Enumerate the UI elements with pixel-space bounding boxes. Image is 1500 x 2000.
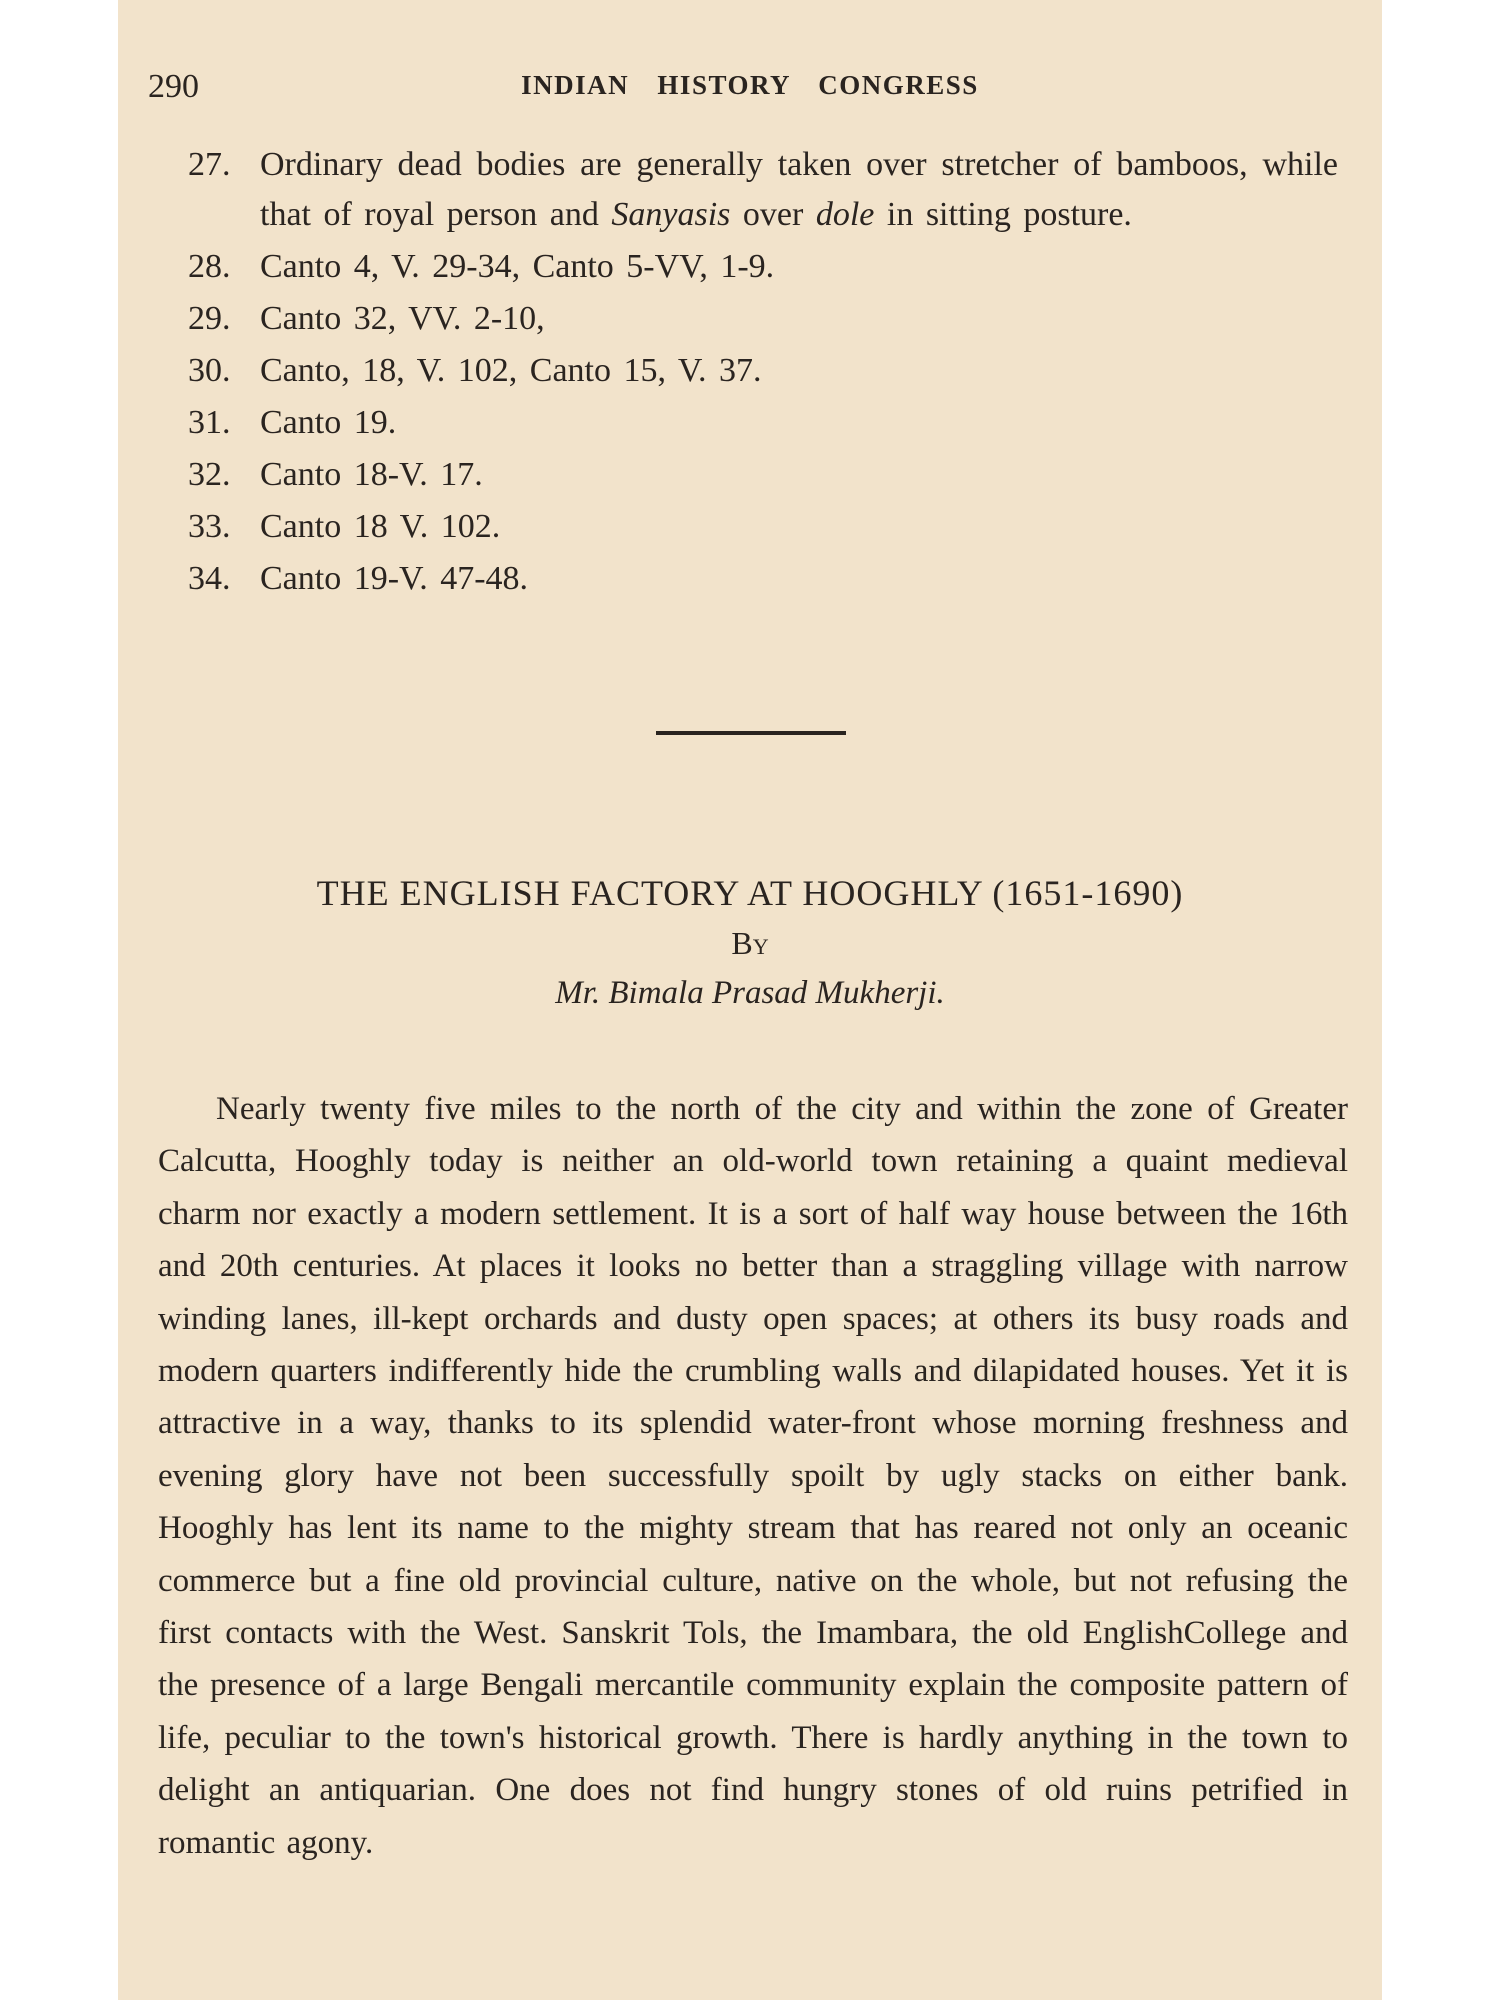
endnote	[188, 450, 1338, 500]
page-number: 290	[148, 68, 199, 105]
endnote-text: Canto, 18, V. 102, Canto 15, V. 37.	[260, 352, 762, 389]
endnote-text: Canto 32, VV. 2-10,	[260, 300, 545, 337]
article-title: THE ENGLISH FACTORY AT HOOGHLY (1651-1690)	[316, 873, 1184, 913]
endnote-text: Canto 4, V. 29-34, Canto 5-VV, 1-9.	[260, 248, 775, 285]
endnote	[188, 398, 1338, 448]
endnotes-list	[188, 140, 1338, 606]
endnote-number: 30.	[188, 352, 231, 389]
author-name: Mr. Bimala Prasad Mukherji.	[555, 975, 945, 1011]
endnote-text: Canto 18 V. 102.	[260, 508, 501, 545]
endnote-number: 27.	[188, 146, 231, 183]
endnote-text: Canto 19.	[260, 404, 397, 441]
running-head: INDIAN HISTORY CONGRESS	[521, 70, 979, 100]
endnote	[188, 346, 1338, 396]
endnote-number: 28.	[188, 248, 231, 285]
italic-term: Sanyasis	[611, 196, 731, 233]
endnote-number: 34.	[188, 560, 231, 597]
byline: By	[731, 925, 769, 961]
book-page	[118, 0, 1382, 2000]
endnote-text: Ordinary dead bodies are generally taken over stretcher of bamboos, while that of royal person and Sanyasis over dole in sitting posture.	[260, 146, 1338, 233]
endnote	[188, 242, 1338, 292]
page-header	[148, 64, 1352, 114]
endnote	[188, 140, 1338, 240]
section-divider	[656, 731, 846, 735]
endnote	[188, 294, 1338, 344]
italic-term: dole	[815, 196, 875, 233]
endnote-text: Canto 18-V. 17.	[260, 456, 483, 493]
article-paragraph: Nearly twenty five miles to the north of the city and within the zone of Greater Calcutta, Hooghly today is neither an old-world town retaining a quaint medieval charm nor exactly a modern settlement. It is a sort of half way house between the 16th and 20th centuries. At places it looks no better than a straggling village with narrow winding lanes, ill-kept orchards and dusty open spaces; at others its busy roads and modern quarters indifferently hide the crumbling walls and dilapidated houses. Yet it is attractive in a way, thanks to its splendid water-front whose morning freshness and evening glory have not been successfully spoilt by ugly stacks on either bank. Hooghly has lent its name to the mighty stream that has reared not only an oceanic commerce but a fine old provincial culture, native on the whole, but not refusing the first contacts with the West. Sanskrit Tols, the Imambara, the old EnglishCollege and the presence of a large Bengali mercantile community explain the composite pattern of life, peculiar to the town's historical growth. There is hardly anything in the town to delight an antiquarian. One does not find hungry stones of old ruins petrified in romantic agony.	[158, 1091, 1348, 1861]
endnote-number: 29.	[188, 300, 231, 337]
endnote	[188, 502, 1338, 552]
endnote-number: 31.	[188, 404, 231, 441]
endnote-text: Canto 19-V. 47-48.	[260, 560, 529, 597]
endnote-number: 33.	[188, 508, 231, 545]
endnote-number: 32.	[188, 456, 231, 493]
endnote	[188, 554, 1338, 604]
